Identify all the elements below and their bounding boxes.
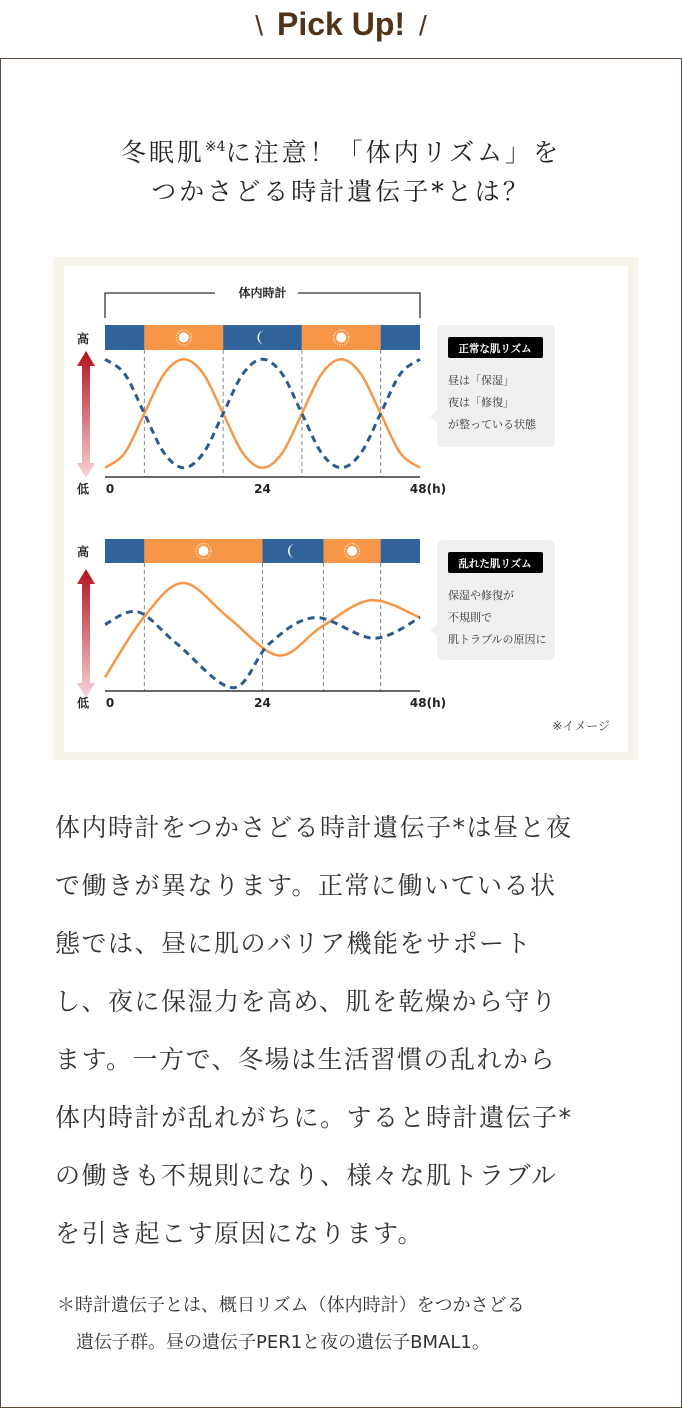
y-label-high: 高 — [76, 332, 90, 346]
pickup-header — [0, 0, 682, 50]
x-tick-label: 24 — [254, 482, 271, 496]
y-label-low: 低 — [76, 482, 90, 496]
x-tick-label: 48(h) — [409, 482, 447, 496]
chart-title: 体内時計 — [238, 286, 287, 300]
night-band — [105, 539, 144, 563]
headline-text: に注意！「体内リズム」を — [225, 138, 562, 167]
body-line: の働きも不規則になり、様々な肌トラブル — [55, 1161, 558, 1190]
headline-footnote-ref: ※4 — [204, 139, 226, 155]
headline-text: 冬眠肌 — [120, 138, 205, 167]
sun-core — [336, 333, 346, 343]
callout-text: 夜は「修復」 — [448, 396, 514, 409]
callout-badge-label: 乱れた肌リズム — [458, 558, 532, 570]
sun-core — [179, 333, 189, 343]
body-line: 体内時計が乱れがちに。すると時計遺伝子* — [55, 1103, 573, 1132]
headline-line-2: つかさどる時計遺伝子*とは？ — [151, 177, 531, 206]
sun-core — [198, 546, 208, 556]
footnote-text: 時計遺伝子とは、概日リズム（体内時計）をつかさどる — [75, 1295, 525, 1316]
callout-text: 昼は「保湿」 — [448, 374, 514, 387]
night-band — [381, 325, 420, 350]
night-band — [381, 539, 420, 563]
footnote-line-2: 遺伝子群。昼の遺伝子PER1と夜の遺伝子BMAL1。 — [76, 1332, 490, 1353]
body-line: ます。一方で、冬場は生活習慣の乱れから — [55, 1045, 557, 1074]
x-tick-label: 0 — [105, 696, 115, 710]
body-line: 態では、昼に肌のバリア機能をサポート — [55, 929, 533, 958]
callout-text: 肌トラブルの原因に — [448, 633, 547, 646]
night-band — [263, 539, 324, 563]
headline-line-1 — [0, 133, 682, 169]
image-note: ※イメージ — [552, 719, 610, 733]
header-title: Pick Up! — [276, 6, 406, 42]
body-line: し、夜に保湿力を高め、肌を乾燥から守り — [55, 987, 558, 1016]
callout-text: が整っている状態 — [448, 418, 536, 431]
body-line: で働きが異なります。正常に働いている状 — [55, 871, 557, 900]
night-band — [223, 325, 302, 350]
callout-text: 保湿や修復が — [448, 589, 514, 602]
skin-rhythm-figure — [53, 257, 638, 760]
callout-text: 不規則で — [448, 611, 492, 624]
x-tick-label: 0 — [105, 482, 115, 496]
footnote-mark: ＊ — [57, 1295, 75, 1316]
body-line: 体内時計をつかさどる時計遺伝子*は昼と夜 — [55, 813, 573, 842]
y-label-low: 低 — [76, 696, 90, 710]
night-band — [105, 325, 144, 350]
sun-core — [347, 546, 357, 556]
y-label-high: 高 — [76, 545, 90, 559]
x-tick-label: 24 — [254, 696, 271, 710]
body-line: を引き起こす原因になります。 — [55, 1219, 425, 1248]
footnote-line-1 — [57, 1291, 525, 1317]
header-slash-right: / — [419, 10, 427, 41]
header-slash-left: \ — [255, 10, 263, 41]
callout-badge-label: 正常な肌リズム — [458, 343, 532, 355]
x-tick-label: 48(h) — [409, 696, 447, 710]
